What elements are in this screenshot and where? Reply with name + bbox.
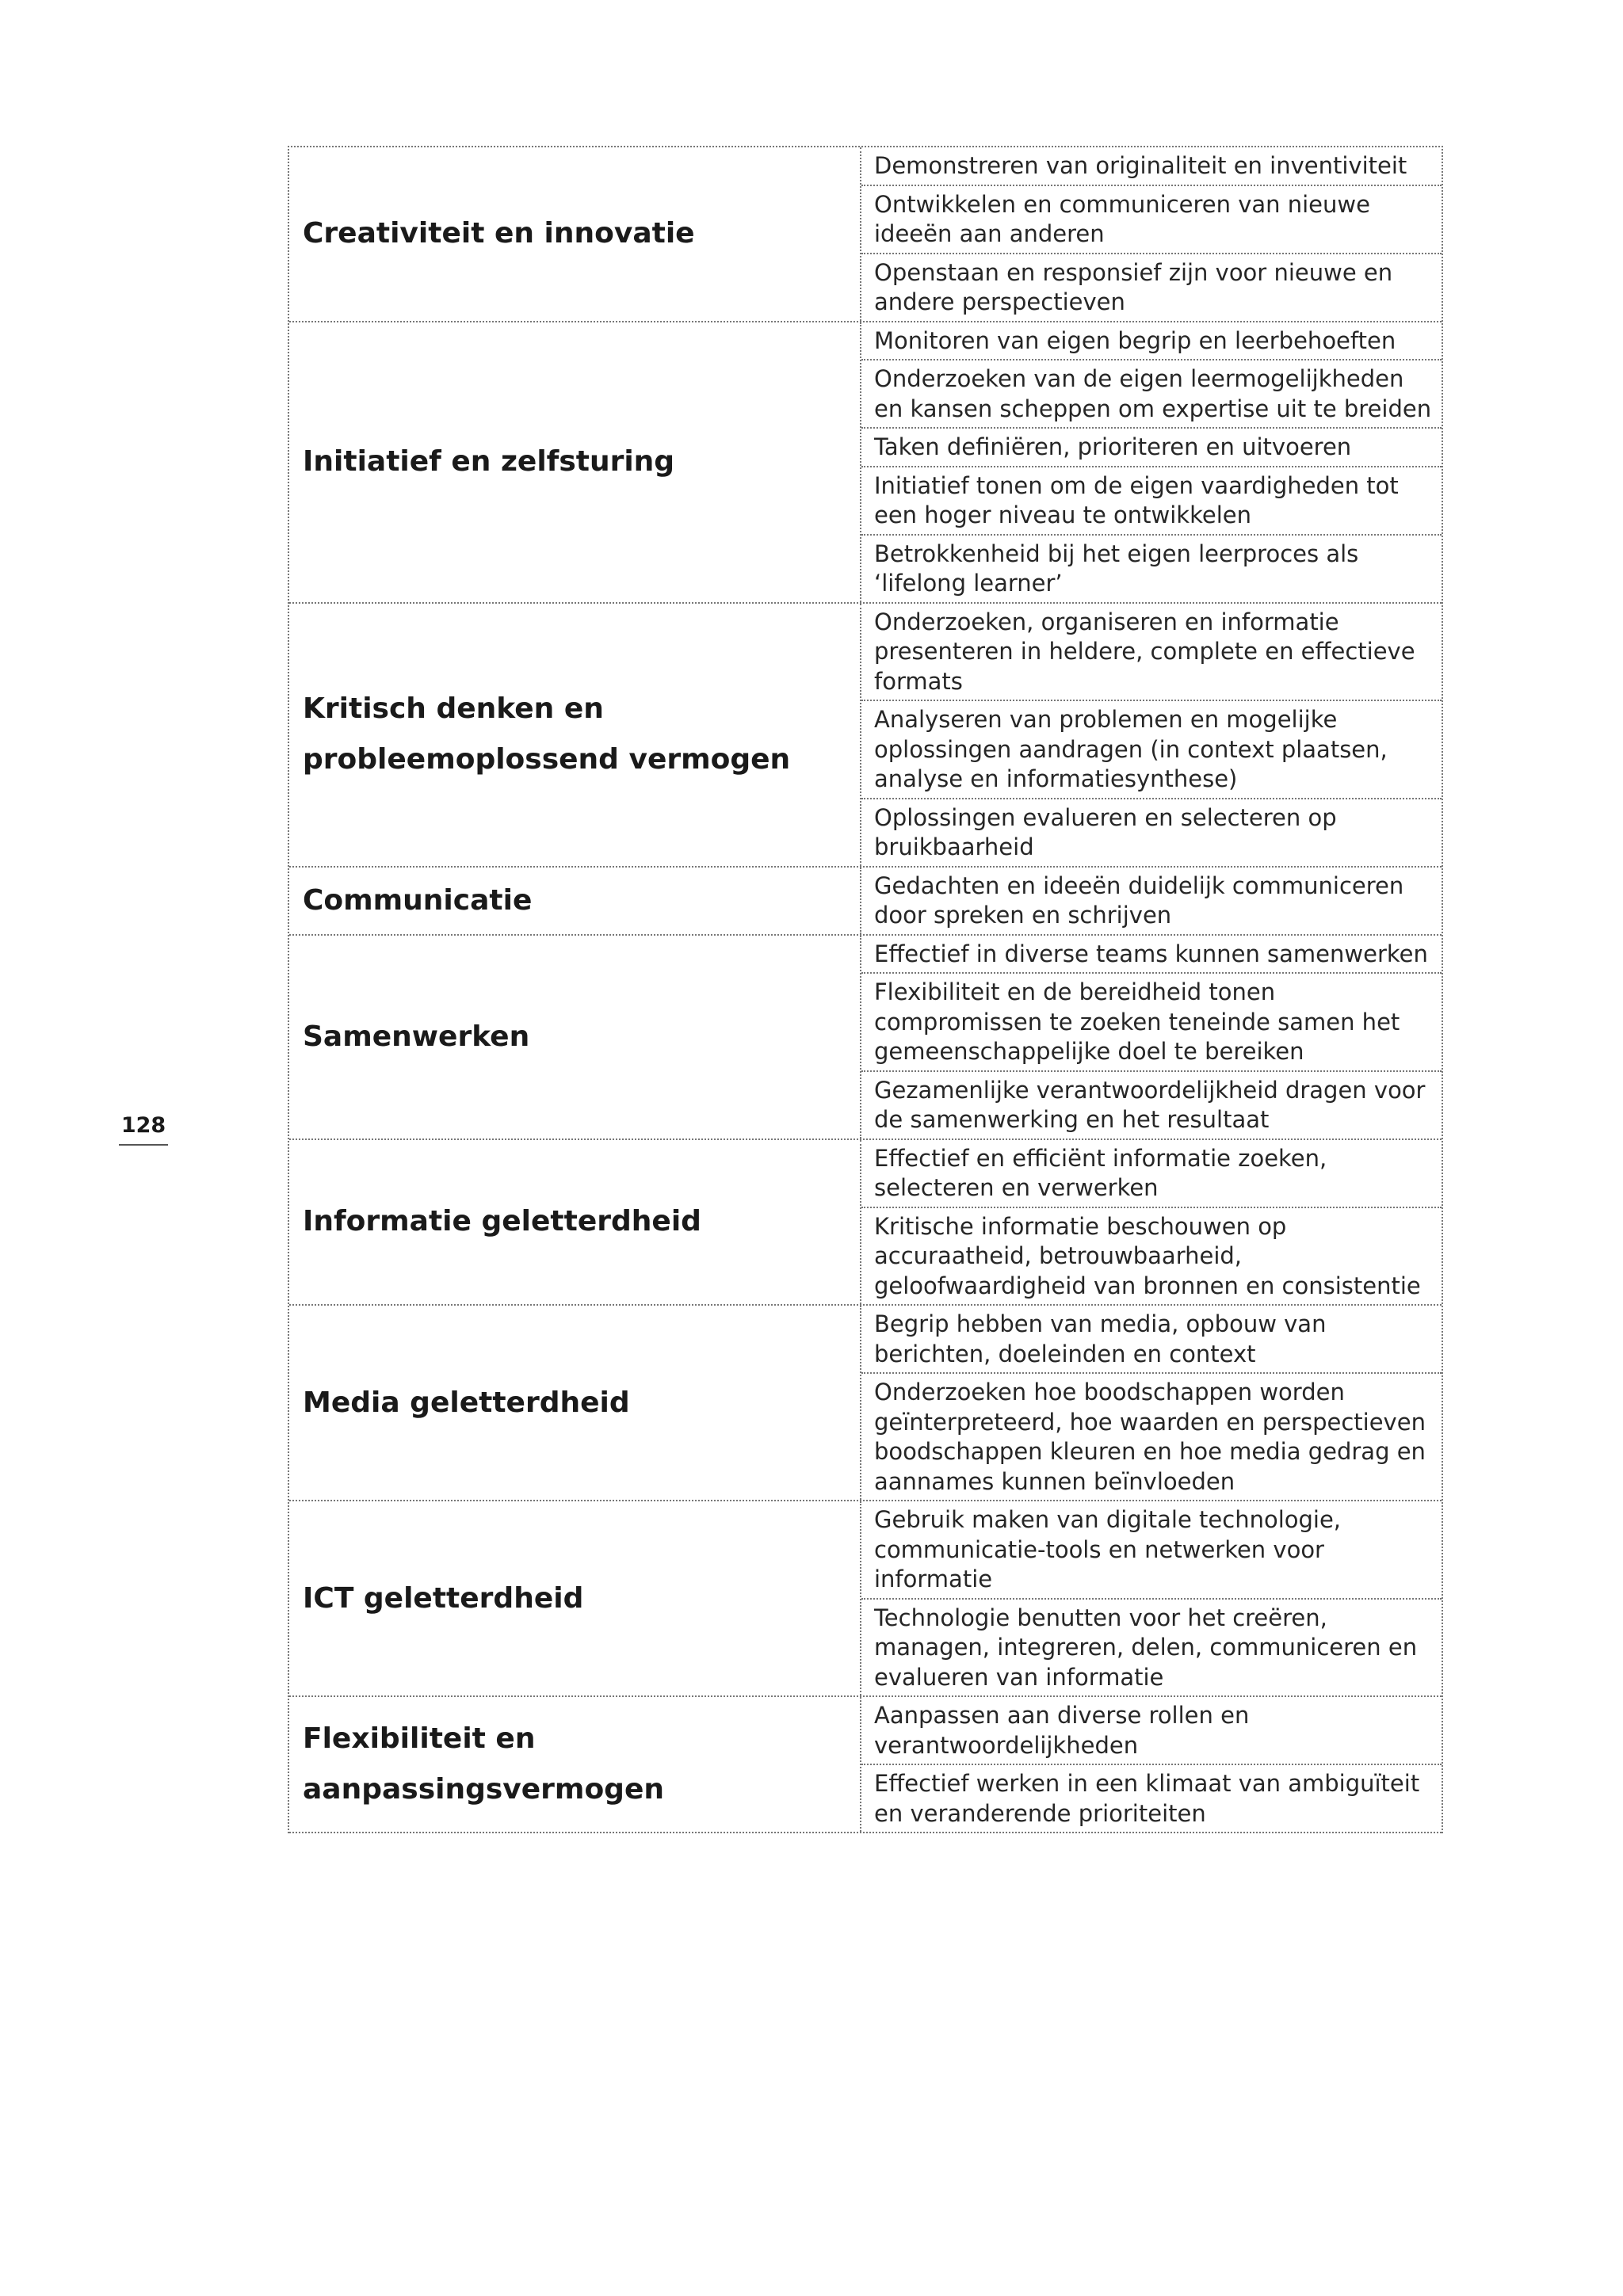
skill-group [289,1501,1442,1697]
skill-items [861,1501,1442,1695]
skill-items [861,868,1442,934]
skill-items [861,147,1442,321]
skill-item: Aanpassen aan diverse rollen en verantwoordelijkheden [861,1697,1442,1765]
skill-item: Effectief werken in een klimaat van ambiguïteit en veranderende prioriteiten [874,1770,1420,1827]
skill-group-title: Media geletterdheid [289,1306,861,1500]
skill-item: Ontwikkelen en communiceren van nieuwe ideeën aan anderen [861,186,1442,254]
skill-group [289,1306,1442,1501]
skill-item: Onderzoeken hoe boodschappen worden geïnterpreteerd, hoe waarden en perspectieven boodschappen kleuren en hoe media gedrag en aannames kunnen beïnvloeden [874,1379,1426,1495]
skill-item: Onderzoeken, organiseren en informatie presenteren in heldere, complete en effectieve formats [861,604,1442,702]
skill-group [289,1140,1442,1306]
skill-item: Effectief en efficiënt informatie zoeken, selecteren en verwerken [861,1140,1442,1208]
skill-item: Monitoren van eigen begrip en leerbehoeften [861,322,1442,361]
skill-item: Gebruik maken van digitale technologie, communicatie-tools en netwerken voor informatie [861,1501,1442,1600]
skill-items [861,604,1442,866]
skill-item: Effectief in diverse teams kunnen samenwerken [861,936,1442,974]
skill-item: Begrip hebben van media, opbouw van berichten, doeleinden en context [861,1306,1442,1374]
skill-group [289,147,1442,322]
skill-items [861,1697,1442,1832]
skill-group-title: Creativiteit en innovatie [289,147,861,321]
skill-group-title: Informatie geletterdheid [289,1140,861,1305]
skill-group-title: Flexibiliteit en aanpassingsvermogen [289,1697,861,1832]
skill-group-title: Communicatie [289,868,861,934]
skill-group-title: Samenwerken [289,936,861,1138]
skill-group [289,604,1442,868]
skill-item: Onderzoeken van de eigen leermogelijkheden en kansen scheppen om expertise uit te breiden [861,360,1442,429]
skill-item: Oplossingen evalueren en selecteren op bruikbaarheid [874,803,1337,860]
skill-item: Analyseren van problemen en mogelijke oplossingen aandragen (in context plaatsen, analyse en informatiesynthese) [861,701,1442,799]
page-number: 128 [119,1111,168,1146]
skill-item: Betrokkenheid bij het eigen leerproces als ‘lifelong learner’ [874,540,1359,597]
skill-item: Flexibiliteit en de bereidheid tonen compromissen te zoeken teneinde samen het gemeenschappelijke doel te bereiken [861,974,1442,1072]
skill-items [861,322,1442,602]
skill-item: Technologie benutten voor het creëren, managen, integreren, delen, communiceren en evalueren van informatie [874,1604,1418,1691]
skill-item: Gedachten en ideeën duidelijk communiceren door spreken en schrijven [874,871,1404,929]
skill-group-title: Kritisch denken en probleemoplossend vermogen [289,604,861,866]
skill-group-title: Initiatief en zelfsturing [289,322,861,602]
skill-item: Initiatief tonen om de eigen vaardigheden tot een hoger niveau te ontwikkelen [861,467,1442,536]
skill-items [861,936,1442,1138]
skill-item: Demonstreren van originaliteit en inventiviteit [861,147,1442,186]
skill-item: Kritische informatie beschouwen op accuraatheid, betrouwbaarheid, geloofwaardigheid van bronnen en consistentie [874,1212,1421,1299]
skill-item: Gezamenlijke verantwoordelijkheid dragen voor de samenwerking en het resultaat [874,1076,1426,1133]
skill-item: Openstaan en responsief zijn voor nieuwe en andere perspectieven [874,258,1393,315]
skill-items [861,1140,1442,1305]
skill-group [289,868,1442,936]
skill-group [289,936,1442,1140]
skill-group-title: ICT geletterdheid [289,1501,861,1695]
skill-item: Taken definiëren, prioriteren en uitvoeren [861,429,1442,467]
skill-group [289,322,1442,604]
skills-table [288,146,1443,1833]
skill-group [289,1697,1442,1833]
skill-items [861,1306,1442,1500]
